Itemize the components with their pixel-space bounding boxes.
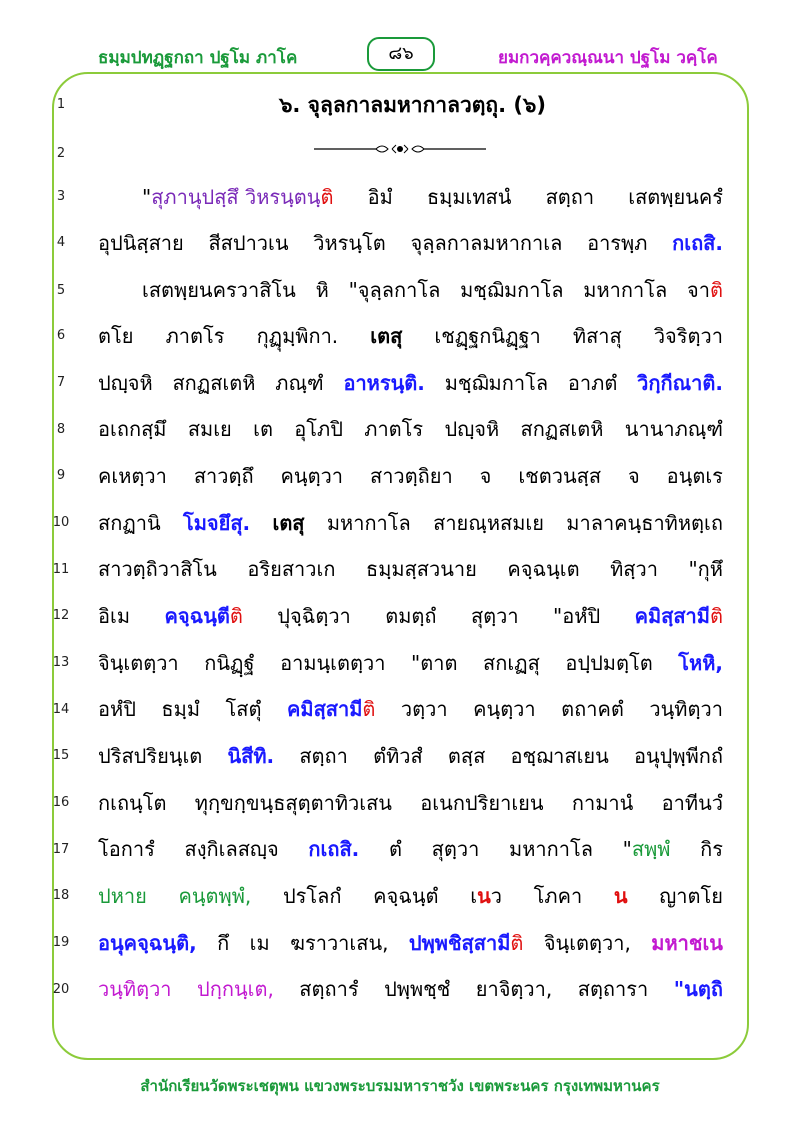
text-line-13 — [98, 650, 723, 676]
word: กึ — [217, 931, 230, 955]
word: กามานํ — [571, 791, 634, 815]
word: คจฺฉนฺตี — [164, 604, 230, 628]
word: มหากาโล — [326, 511, 411, 535]
word: อชฺฌาสเยน — [510, 744, 609, 768]
line-number: 19 — [52, 935, 70, 950]
word: ตมตฺถํ — [385, 604, 437, 628]
word: สกฏสเตหิ — [520, 417, 604, 441]
word: กเถสิ. — [672, 231, 723, 255]
line-number: 11 — [52, 562, 70, 577]
word: " — [622, 837, 632, 861]
word: มชฺฌิมกาโล — [460, 278, 564, 302]
line-number: 13 — [52, 655, 70, 670]
word: เตสุ — [370, 324, 403, 348]
word: ธมฺมํ — [161, 697, 200, 721]
text-line-12 — [98, 603, 723, 629]
word: สงฺกิเลสญฺจ — [184, 837, 279, 861]
text-line-17 — [98, 836, 723, 862]
word: ฆราวาเสน, — [290, 931, 389, 955]
word: น — [477, 884, 491, 908]
word: วนฺทิตฺวา — [98, 977, 172, 1001]
word: ติ — [320, 185, 334, 209]
text-line-3 — [98, 184, 723, 210]
line-number: 18 — [52, 888, 70, 903]
word: อาทีนวํ — [661, 791, 723, 815]
header-left-title: ธมฺมปทฏฺฐกถา ปฐโม ภาโค — [98, 48, 298, 68]
word: ทิสฺวา — [610, 557, 658, 581]
word: เต — [253, 417, 273, 441]
word: สกฏานิ — [98, 511, 161, 535]
text-line-4 — [98, 230, 723, 256]
line-number: 17 — [52, 842, 70, 857]
text-line-19 — [98, 930, 723, 956]
word: เม — [249, 931, 270, 955]
word: มหากาโล — [583, 278, 668, 302]
word: กิร — [700, 837, 723, 861]
word: นานาภณฺฑํ — [624, 417, 723, 441]
word: "กุหึ — [688, 557, 723, 581]
word: ทิสาสุ — [572, 324, 622, 348]
word: ติ — [709, 604, 723, 628]
word: อิมํ — [367, 185, 393, 209]
word: เสตพฺยนครํ — [628, 185, 723, 209]
word: ติ — [229, 604, 243, 628]
text-line-8 — [98, 416, 723, 442]
word: จินฺเตตฺวา, — [543, 931, 631, 955]
section-title: ๖. จุลฺลกาลมหากาลวตฺถุ. (๖) — [279, 93, 546, 117]
word: คเหตฺวา — [98, 464, 167, 488]
word: สกฏสเตหิ — [172, 371, 256, 395]
word: วิหรนฺโต — [313, 231, 386, 255]
word: ปพฺพชฺชํ — [384, 977, 451, 1001]
word: ตโย — [98, 324, 134, 348]
word: ยาจิตฺวา, — [475, 977, 553, 1001]
word: วนฺทิตฺวา — [649, 697, 723, 721]
word: อามนฺเตตฺวา — [280, 651, 386, 675]
word: ติ — [362, 697, 376, 721]
line-number: 14 — [52, 702, 70, 717]
word: ภาตโร — [165, 324, 225, 348]
word: สุตฺวา — [470, 604, 519, 628]
word: จินฺเตตฺวา — [98, 651, 179, 675]
word: ติ — [709, 278, 723, 302]
text-line-16 — [98, 790, 723, 816]
word: ปญฺจหิ — [98, 371, 153, 395]
word: ปกฺกนฺเต, — [197, 977, 274, 1001]
word: ปญฺจหิ — [444, 417, 500, 441]
word: เ — [470, 884, 478, 908]
text-line-7 — [98, 370, 723, 396]
text-line-18 — [98, 883, 723, 909]
word: ปุจฺฉิตฺวา — [277, 604, 351, 628]
word: ธมฺมเทสนํ — [426, 185, 512, 209]
word: สตฺถา — [299, 744, 348, 768]
word: มาลาคนฺธาทิหตฺเถ — [566, 511, 723, 535]
word: ปพฺพชิสฺสามี — [408, 931, 511, 955]
word: ตถาคตํ — [561, 697, 624, 721]
word: อาหรนฺติ. — [343, 371, 425, 395]
word: สตฺถารํ — [299, 977, 359, 1001]
word: อนุคจฺฉนฺติ, — [98, 931, 197, 955]
text-line-9 — [98, 463, 723, 489]
line-number: 8 — [56, 422, 66, 437]
word: ตสฺส — [447, 744, 486, 768]
line-number: 20 — [52, 982, 70, 997]
line-number: 6 — [56, 328, 66, 343]
word: สายณฺหสมเย — [433, 511, 544, 535]
word: ธมฺมสฺสวนาย — [365, 557, 477, 581]
text-line-15 — [98, 743, 723, 769]
word: สตฺถารา — [577, 977, 649, 1001]
word: คจฺฉนฺตํ — [373, 884, 439, 908]
word: ญาตโย — [659, 884, 723, 908]
word: อิเม — [98, 604, 131, 628]
word: เตสุ — [272, 511, 305, 535]
word: ปหาย — [98, 884, 147, 908]
header-right-title: ยมกวคฺควณฺณนา ปฐโม วคฺโค — [498, 48, 718, 68]
line-number: 1 — [56, 97, 66, 112]
word: "อหํปิ — [553, 604, 601, 628]
text-line-5 — [98, 277, 723, 303]
line-number: 9 — [56, 468, 66, 483]
word: จา — [687, 278, 710, 302]
word: กเถสิ. — [308, 837, 360, 861]
line-number: 15 — [52, 748, 70, 763]
word: อุปนิสฺสาย — [98, 231, 184, 255]
word: สุตฺวา — [431, 837, 480, 861]
word: อเนกปริยาเยน — [420, 791, 544, 815]
word: คมิสฺสามี — [287, 697, 363, 721]
word: ภณฺฑํ — [275, 371, 324, 395]
word: โสตุํ — [225, 697, 262, 721]
line-number: 16 — [52, 795, 70, 810]
word: หิ — [315, 278, 329, 302]
word: สุภานุปสฺสึ วิหรนฺตนฺ — [151, 185, 321, 209]
text-line-10 — [98, 510, 723, 536]
word: " — [142, 185, 152, 209]
word: อนุปุพฺพีกถํ — [634, 744, 723, 768]
ornament-divider-icon — [312, 142, 488, 156]
word: วิกฺกีณาติ. — [637, 371, 723, 395]
word: จุลฺลกาลมหากาเล — [410, 231, 563, 255]
word: กเถนฺโต — [98, 791, 167, 815]
word: เชฏฺฐกนิฏฺฐา — [434, 324, 541, 348]
word: จ — [628, 464, 640, 488]
word: จ — [479, 464, 492, 488]
word: ตํ — [388, 837, 402, 861]
word: ตํทิวสํ — [373, 744, 423, 768]
word: มชฺฌิมกาโล — [444, 371, 549, 395]
word: อารพฺภ — [587, 231, 648, 255]
word: ปริสปริยนฺเต — [98, 744, 203, 768]
footer-institution: สำนักเรียนวัดพระเชตุพน แขวงพระบรมมหาราชวัง เขตพระนคร กรุงเทพมหานคร — [140, 1077, 660, 1095]
word: คมิสฺสามี — [634, 604, 710, 628]
word: อเถกสฺมึ — [98, 417, 167, 441]
word: สตฺถา — [545, 185, 595, 209]
word: วิจริตฺวา — [653, 324, 723, 348]
line-number: 7 — [56, 375, 66, 390]
word: คจฺฉนฺเต — [507, 557, 580, 581]
word: สาวตฺถิยา — [369, 464, 453, 488]
line-number: 3 — [56, 189, 66, 204]
line-number: 4 — [56, 235, 66, 250]
word: เสตพฺยนครวาสิโน — [142, 278, 296, 302]
word: สีสปาวเน — [208, 231, 289, 255]
word: สาวตฺถึ — [193, 464, 254, 488]
word: นิสีทิ. — [227, 744, 275, 768]
word: โมจยึสุ. — [182, 511, 251, 535]
text-line-11 — [98, 556, 723, 582]
word: อุโภปิ — [294, 417, 343, 441]
word: คนฺตฺวา — [280, 464, 344, 488]
word: ทุกฺขกฺขนฺธสุตฺตาทิวเสน — [194, 791, 392, 815]
page-number-badge: ๘๖ — [367, 37, 435, 71]
word: วตฺวา — [400, 697, 448, 721]
word: คนฺตพฺพํ, — [178, 884, 252, 908]
word: มหากาโล — [509, 837, 593, 861]
word: ปรโลกํ — [282, 884, 342, 908]
word: สมเย — [187, 417, 232, 441]
word: อหํปิ — [98, 697, 136, 721]
word: "นตฺถิ — [673, 977, 723, 1001]
word: มหาชเน — [651, 931, 723, 955]
word: กุฏุมฺพิกา. — [256, 324, 339, 348]
word: กนิฏฺฐํ — [204, 651, 255, 675]
line-number: 2 — [56, 146, 66, 161]
word: น — [613, 884, 628, 908]
word: เชตวนสฺส — [518, 464, 602, 488]
word: ภาตโร — [364, 417, 424, 441]
word: ติ — [510, 931, 524, 955]
word: อปฺปมตฺโต — [565, 651, 653, 675]
text-line-6 — [98, 323, 723, 349]
word: "จุลฺลกาโล — [348, 278, 441, 302]
line-number: 12 — [52, 608, 70, 623]
word: สกเฏสุ — [483, 651, 540, 675]
word: อริยสาวเก — [247, 557, 336, 581]
text-line-20 — [98, 976, 723, 1002]
word: อาภตํ — [567, 371, 618, 395]
word: คนฺตฺวา — [473, 697, 536, 721]
word: โหหิ, — [678, 651, 723, 675]
word: อนฺตเร — [666, 464, 723, 488]
line-number: 10 — [52, 515, 70, 530]
word: ว — [490, 884, 502, 908]
word: โอการํ — [98, 837, 155, 861]
word: สพฺพํ — [631, 837, 671, 861]
word: โภคา — [533, 884, 583, 908]
word: "ตาต — [411, 651, 458, 675]
text-line-14 — [98, 696, 723, 722]
word: สาวตฺถิวาสิโน — [98, 557, 217, 581]
line-number: 5 — [56, 283, 66, 298]
